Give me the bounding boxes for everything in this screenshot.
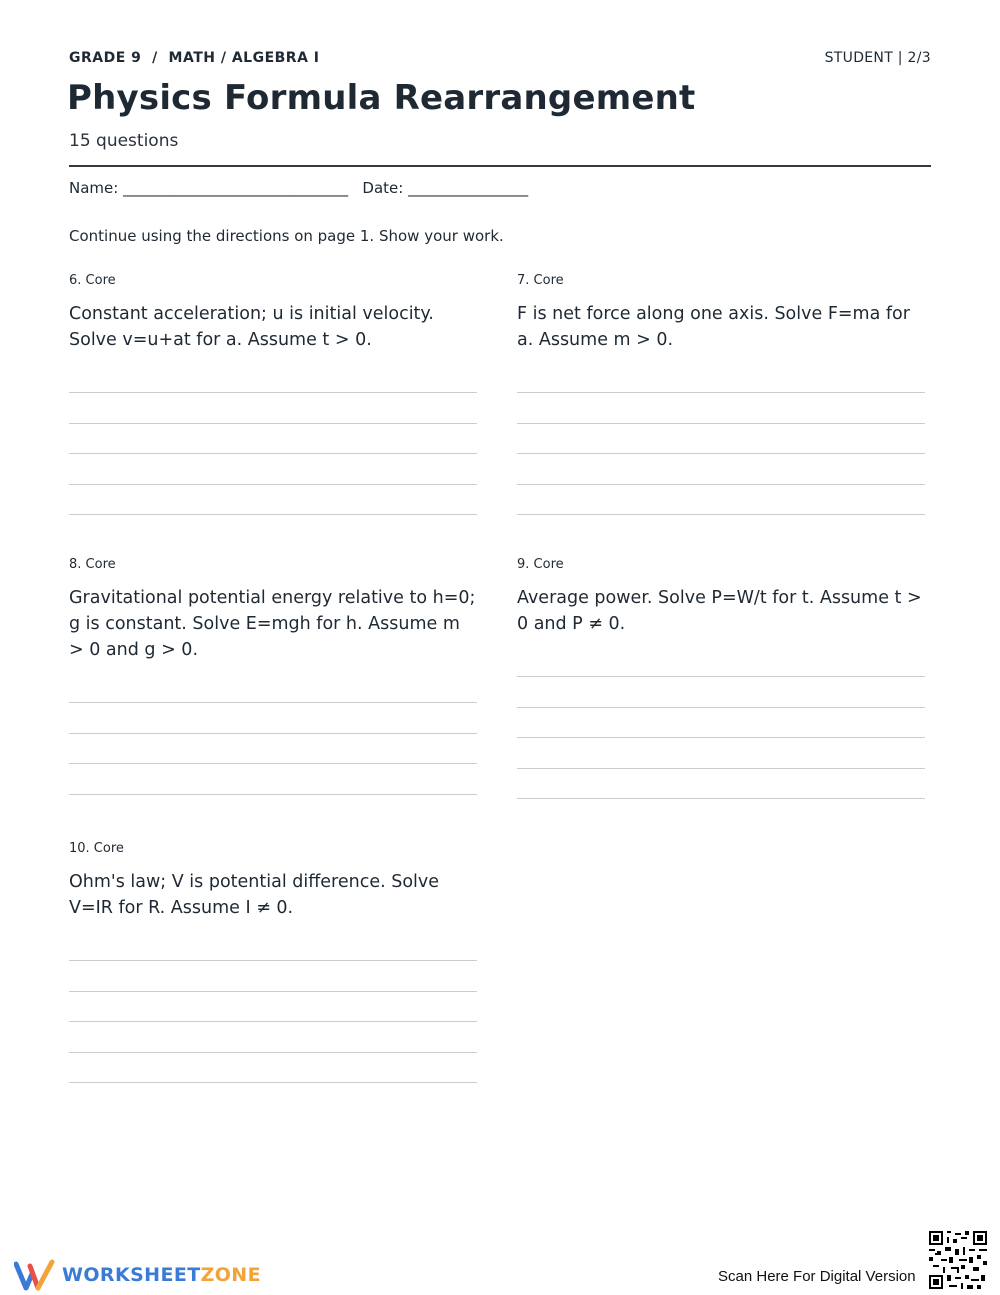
answer-line[interactable] <box>69 1053 477 1083</box>
page-title: Physics Formula Rearrangement <box>67 78 696 118</box>
answer-line[interactable] <box>517 424 925 454</box>
question-label: 8. Core <box>69 557 116 572</box>
question-6 <box>69 273 477 515</box>
header-top <box>69 50 931 70</box>
instructions: Continue using the directions on page 1. Show your work. <box>69 227 504 245</box>
question-label: 7. Core <box>517 273 564 288</box>
answer-line[interactable] <box>517 677 925 707</box>
question-count: 15 questions <box>69 131 179 151</box>
question-9 <box>517 557 925 799</box>
answer-line[interactable] <box>517 393 925 423</box>
answer-line[interactable] <box>517 647 925 677</box>
page-indicator: STUDENT | 2/3 <box>824 50 931 66</box>
answer-line[interactable] <box>69 424 477 454</box>
logo-text: WORKSHEETZONE <box>62 1264 261 1286</box>
answer-line[interactable] <box>69 363 477 393</box>
answer-line[interactable] <box>517 769 925 799</box>
name-label: Name: <box>69 179 119 197</box>
answer-area[interactable] <box>517 363 925 515</box>
answer-line[interactable] <box>69 734 477 764</box>
answer-area[interactable] <box>517 647 925 799</box>
answer-line[interactable] <box>517 738 925 768</box>
answer-line[interactable] <box>517 454 925 484</box>
date-label: Date: <box>362 179 404 197</box>
answer-line[interactable] <box>69 931 477 961</box>
header-divider <box>69 165 931 167</box>
question-label: 10. Core <box>69 841 124 856</box>
question-label: 9. Core <box>517 557 564 572</box>
answer-line[interactable] <box>69 673 477 703</box>
answer-line[interactable] <box>69 393 477 423</box>
name-field[interactable]: ______________________________ <box>123 179 349 197</box>
worksheetzone-logo <box>14 1258 261 1292</box>
question-8 <box>69 557 477 795</box>
grade-subject-line: GRADE 9 / MATH / ALGEBRA I <box>69 50 320 66</box>
question-label: 6. Core <box>69 273 116 288</box>
question-text: Gravitational potential energy relative to h=0; g is constant. Solve E=mgh for h. Assume m > 0 and g > 0. <box>69 588 476 660</box>
name-date-line <box>69 179 528 197</box>
question-text: Constant acceleration; u is initial velocity. Solve v=u+at for a. Assume t > 0. <box>69 304 434 350</box>
logo-mark-icon <box>14 1258 56 1292</box>
answer-line[interactable] <box>517 708 925 738</box>
question-text: F is net force along one axis. Solve F=ma for a. Assume m > 0. <box>517 304 910 350</box>
qr-code-icon[interactable] <box>929 1231 987 1289</box>
answer-line[interactable] <box>517 363 925 393</box>
question-text: Average power. Solve P=W/t for t. Assume t > 0 and P ≠ 0. <box>517 588 922 634</box>
answer-line[interactable] <box>69 1022 477 1052</box>
answer-line[interactable] <box>517 485 925 515</box>
question-text: Ohm's law; V is potential difference. Solve V=IR for R. Assume I ≠ 0. <box>69 872 440 918</box>
answer-area[interactable] <box>69 931 477 1083</box>
question-10 <box>69 841 477 1083</box>
scan-text: Scan Here For Digital Version <box>718 1268 916 1285</box>
answer-line[interactable] <box>69 485 477 515</box>
answer-area[interactable] <box>69 673 477 795</box>
date-field[interactable]: ________________ <box>408 179 529 197</box>
answer-area[interactable] <box>69 363 477 515</box>
answer-line[interactable] <box>69 992 477 1022</box>
question-7 <box>517 273 925 515</box>
answer-line[interactable] <box>69 961 477 991</box>
answer-line[interactable] <box>69 454 477 484</box>
answer-line[interactable] <box>69 703 477 733</box>
answer-line[interactable] <box>69 764 477 794</box>
